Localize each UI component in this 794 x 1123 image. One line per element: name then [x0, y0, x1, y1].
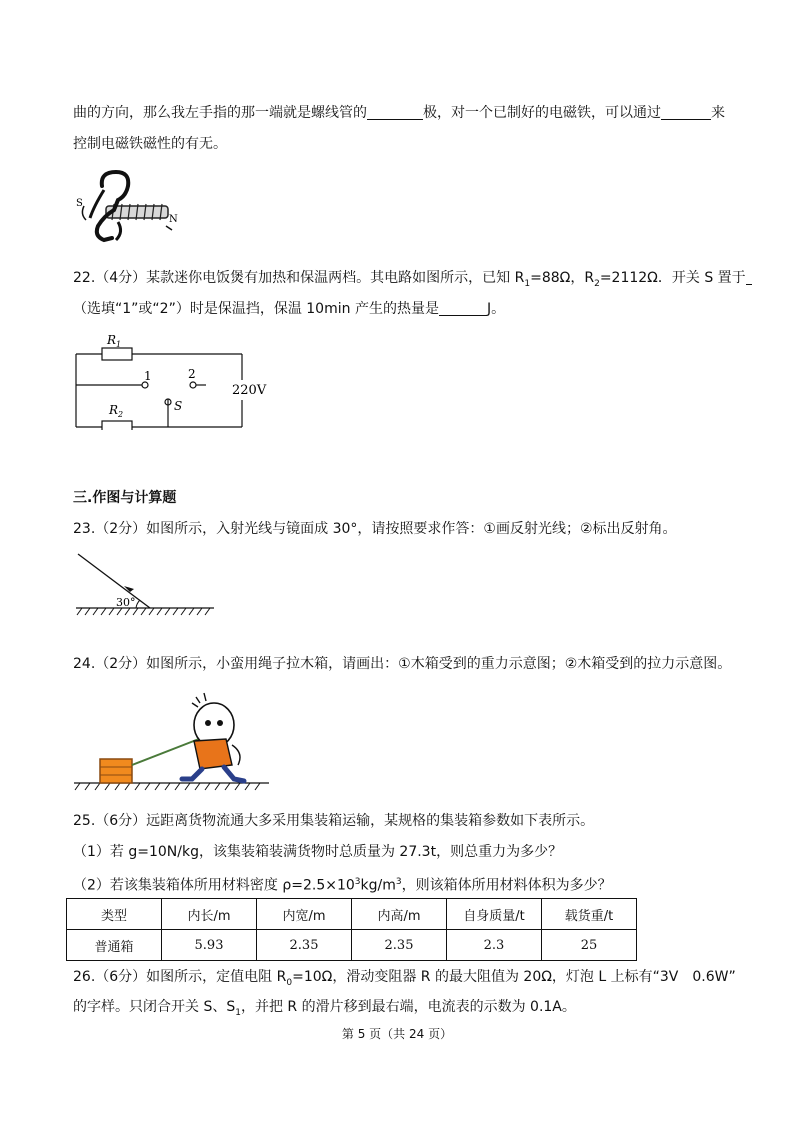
- q22-blank-1[interactable]: [746, 270, 752, 285]
- table-cell: 2.35: [257, 930, 352, 961]
- section-title-text: 三.作图与计算题: [73, 490, 177, 506]
- q24-text: 24.（2分）如图所示，小蛮用绳子拉木箱，请画出：①木箱受到的重力示意图；②木箱受到的拉力示意图。: [73, 656, 732, 672]
- q24-pulling-box-figure: [74, 683, 274, 793]
- q23-line: [73, 519, 677, 539]
- q21-text-line2: 控制电磁铁磁性的有无。: [73, 136, 227, 152]
- q24-line: [73, 654, 731, 674]
- q25-sub2-a: （2）若该集装箱体所用材料密度 ρ=2.5×10: [73, 877, 355, 894]
- q25-sub2-b: kg/m: [360, 877, 396, 894]
- table-cell: 25: [542, 930, 637, 961]
- q26-text-b: =10Ω，滑动变阻器 R 的最大阻值为 20Ω，灯泡 L 上标有“3V 0.6W”: [292, 969, 736, 985]
- q22-text-c: =2112Ω．开关 S 置于: [599, 270, 746, 286]
- table-cell: 2.35: [352, 930, 447, 961]
- contact-2: [190, 382, 196, 388]
- q22-text-line2b: J。: [486, 301, 506, 317]
- voltage-label: 220V: [232, 383, 267, 398]
- hand-fingers: [116, 222, 121, 240]
- pos1-label: 1: [144, 369, 152, 383]
- table-header-cell: 载货重/t: [542, 899, 637, 930]
- q22-line-1: [73, 268, 752, 294]
- q22-text-a: 22.（4分）某款迷你电饭煲有加热和保温两档。其电路如图所示，已知 R: [73, 270, 525, 286]
- q26-line-1: [73, 967, 736, 993]
- table-header-cell: 内长/m: [162, 899, 257, 930]
- wooden-box: [100, 759, 132, 783]
- angle-arc: [136, 600, 140, 608]
- q25-sub1: [73, 842, 562, 862]
- table-header-row: [67, 899, 637, 930]
- switch-label: S: [174, 399, 183, 413]
- q21-label-n: N: [169, 214, 178, 225]
- q25-line: [73, 811, 594, 831]
- character-legs: [182, 767, 244, 781]
- table-header-cell: 自身质量/t: [447, 899, 542, 930]
- q25-sub2-sup2: 3: [395, 877, 402, 887]
- pos2-label: 2: [188, 367, 196, 381]
- angle-label: 30°: [116, 596, 136, 609]
- q21-blank-2[interactable]: [661, 105, 711, 120]
- table-cell: 5.93: [162, 930, 257, 961]
- mirror-hatching: [77, 608, 210, 615]
- q23-text: 23.（2分）如图所示，入射光线与镜面成 30°，请按照要求作答：①画反射光线；②标出反射角。: [73, 521, 677, 537]
- q25-sub2: [73, 872, 612, 896]
- q26-r0-sub: 0: [286, 977, 293, 988]
- table-header-cell: 内宽/m: [257, 899, 352, 930]
- q25-sub2-c: ，则该箱体所用材料体积为多少？: [401, 877, 612, 894]
- q21-line-2: [73, 134, 227, 154]
- q21-text-c: 来: [711, 105, 725, 121]
- resistor-r2: [102, 421, 132, 430]
- q22-blank-2[interactable]: [439, 301, 487, 316]
- q21-hand-solenoid-figure: [74, 166, 184, 246]
- hand-arm: [90, 190, 104, 218]
- q21-text-a: 曲的方向，那么我左手指的那一端就是螺线管的: [73, 105, 367, 121]
- q21-line-1: [73, 103, 725, 123]
- q21-blank-1[interactable]: [367, 105, 423, 120]
- character-arm: [232, 745, 240, 765]
- rope: [132, 737, 204, 765]
- q23-mirror-diagram: [74, 548, 219, 618]
- character-eye-icon-2: [217, 720, 223, 726]
- table-header-cell: 内高/m: [352, 899, 447, 930]
- q21-label-s: S: [76, 198, 83, 209]
- table-cell: 2.3: [447, 930, 542, 961]
- q26-s1-sub: 1: [235, 1007, 241, 1018]
- page-footer: 第 5 页（共 24 页）: [341, 1027, 453, 1041]
- q22-text-line2a: （选填“1”或“2”）时是保温挡，保温 10min 产生的热量是: [73, 301, 439, 317]
- section-title: [73, 488, 176, 508]
- character-body: [194, 739, 232, 769]
- q22-r2-sub: 2: [594, 278, 600, 289]
- character-eye-icon: [205, 720, 211, 726]
- table-row: [67, 930, 637, 961]
- hand-eye: [112, 180, 116, 184]
- q25-sub2-sup: 3: [354, 877, 361, 887]
- q22-r1-sub: 1: [524, 278, 531, 289]
- q22-circuit-diagram: [72, 330, 282, 430]
- r2-label: $R_2$: [109, 403, 124, 419]
- q22-text-b: =88Ω，R: [530, 270, 595, 286]
- table-cell: 普通箱: [67, 930, 162, 961]
- hand-arrow: [166, 226, 172, 230]
- incident-ray: [78, 554, 150, 608]
- q26-text-line2a: 的字样。只闭合开关 S、S: [73, 999, 236, 1015]
- ground-hatching: [75, 783, 260, 790]
- q22-line-2: [73, 299, 505, 319]
- sweat-lines: [192, 693, 206, 707]
- q21-text-b: 极，对一个已制好的电磁铁，可以通过: [423, 105, 661, 121]
- q26-line-2: [73, 997, 576, 1023]
- q25-text: 25.（6分）远距离货物流通大多采用集装箱运输，某规格的集装箱参数如下表所示。: [73, 813, 595, 829]
- resistor-r1: [102, 348, 132, 360]
- q25-sub1-text: （1）若 g=10N/kg，该集装箱装满货物时总质量为 27.3t，则总重力为多少？: [73, 844, 563, 860]
- container-spec-table: [66, 898, 637, 961]
- hand-tail: [82, 206, 86, 220]
- q26-text-a: 26.（6分）如图所示，定值电阻 R: [73, 969, 287, 985]
- q26-text-line2b: ，并把 R 的滑片移到最右端，电流表的示数为 0.1A。: [240, 999, 576, 1015]
- table-header-cell: 类型: [67, 899, 162, 930]
- r1-label: $R_1$: [107, 333, 122, 349]
